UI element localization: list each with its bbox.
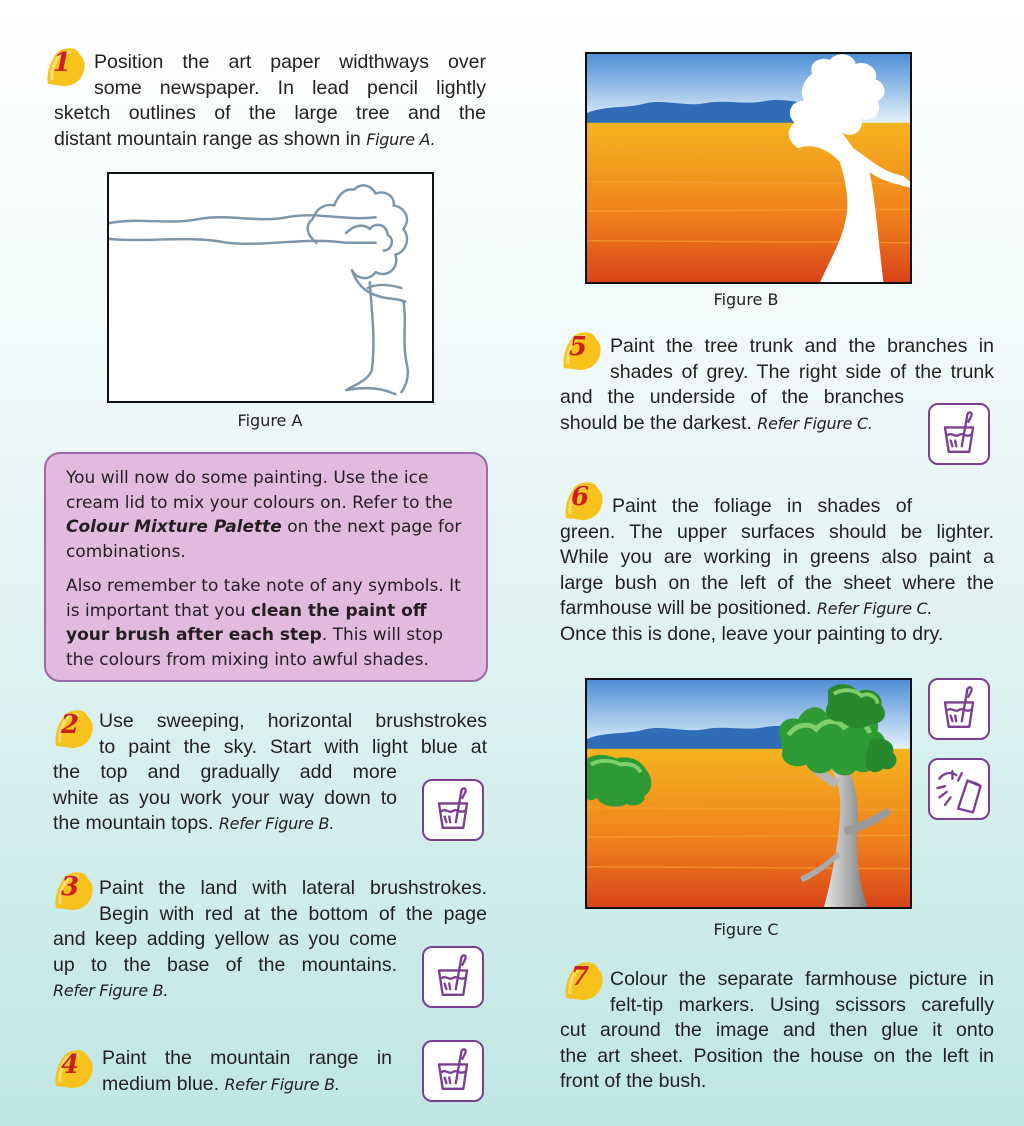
step-line: front of the bush. [560,1070,707,1092]
step-number: 4 [60,1050,80,1080]
step-line: Position the art paper widthways over [94,51,486,73]
step-7-text [560,967,994,1095]
step-line: the top and gradually add more [53,761,397,783]
step-number: 7 [570,962,590,992]
step-line: Use sweeping, horizontal brushstrokes [99,710,487,732]
step-line: and the underside of the branches [560,386,904,408]
step-line: farmhouse will be positioned. Refer Figure C. [560,597,933,619]
step-line: While you are working in greens also paint a [560,546,994,568]
colour-mixture-palette-link: Colour Mixture Palette [66,517,282,537]
step-line: Once this is done, leave your painting to dry. [560,622,944,645]
step-line: some newspaper. In lead pencil lightly [94,76,486,99]
brush-in-water-cup-icon [928,678,990,740]
figure-c-caption: Figure C [713,920,779,939]
figure-reference: Figure A. [366,129,436,149]
brush-in-water-cup-icon [422,1040,484,1102]
figure-b-caption: Figure B [713,290,779,309]
step-line: to paint the sky. Start with light blue at [99,735,487,758]
step-number: 5 [568,332,588,362]
step-line: the art sheet. Position the house on the left in [560,1044,994,1067]
figure-reference: Refer Figure B. [224,1074,340,1094]
figure-c-painting [585,678,912,909]
note-paragraph-1: You will now do some painting. Use the ice cream lid to mix your colours on. Refer to the Colour Mixture Palette on the next page for combinations. [66,468,462,562]
figure-reference: Refer Figure C. [816,599,933,618]
figure-b-painting [585,52,912,284]
figure-reference: Refer Figure C. [757,413,873,433]
clean-brush-emphasis: clean the paint off your brush after each step [66,600,427,645]
step-line: Paint the land with lateral brushstrokes. [99,877,487,899]
step-line: felt-tip markers. Using scissors carefully [610,993,994,1016]
figure-a-caption: Figure A [237,411,303,430]
step-line: Paint the mountain range in [102,1047,392,1069]
step-line: and keep adding yellow as you come [53,928,397,950]
step-line: medium blue. Refer Figure B. [102,1072,340,1095]
step-line: Paint the foliage in shades of [612,495,912,517]
sun-drying-paper-icon [928,758,990,820]
step-line: white as you work your way down to [53,786,397,809]
step-number: 1 [52,48,72,78]
figure-reference: Refer Figure B. [53,981,169,1000]
step-line: cut around the image and then glue it onto [560,1019,994,1041]
step-4-text [102,1046,392,1097]
step-line: up to the base of the mountains. [53,953,397,976]
step-line: Colour the separate farmhouse picture in [610,968,994,990]
step-4-badge [50,1046,96,1092]
step-line: shades of grey. The right side of the trunk [610,360,994,383]
step-line: Paint the tree trunk and the branches in [610,335,994,357]
step-line: green. The upper surfaces should be lighter. [560,520,994,543]
step-1-text [54,50,486,152]
brush-in-water-cup-icon [928,403,990,465]
step-line: large bush on the left of the sheet where the [560,571,994,594]
painting-instructions-note [44,452,488,682]
brush-in-water-cup-icon [422,946,484,1008]
step-number: 2 [60,710,80,740]
brush-in-water-cup-icon [422,779,484,841]
step-line: the mountain tops. Refer Figure B. [53,812,334,834]
step-6-text [560,494,994,647]
note-paragraph-2: Also remember to take note of any symbols. It is important that you clean the paint off your brush after each step. This will stop the colours from mixing into awful shades. [66,576,461,670]
step-number: 3 [60,872,80,902]
figure-a-sketch [107,172,434,403]
step-line: should be the darkest. Refer Figure C. [560,411,873,434]
step-number: 6 [570,482,590,512]
step-line: Begin with red at the bottom of the page [99,902,487,925]
step-line: distant mountain range as shown in Figure A. [54,127,436,150]
step-line: sketch outlines of the large tree and the [54,102,486,124]
figure-reference: Refer Figure B. [218,814,334,833]
